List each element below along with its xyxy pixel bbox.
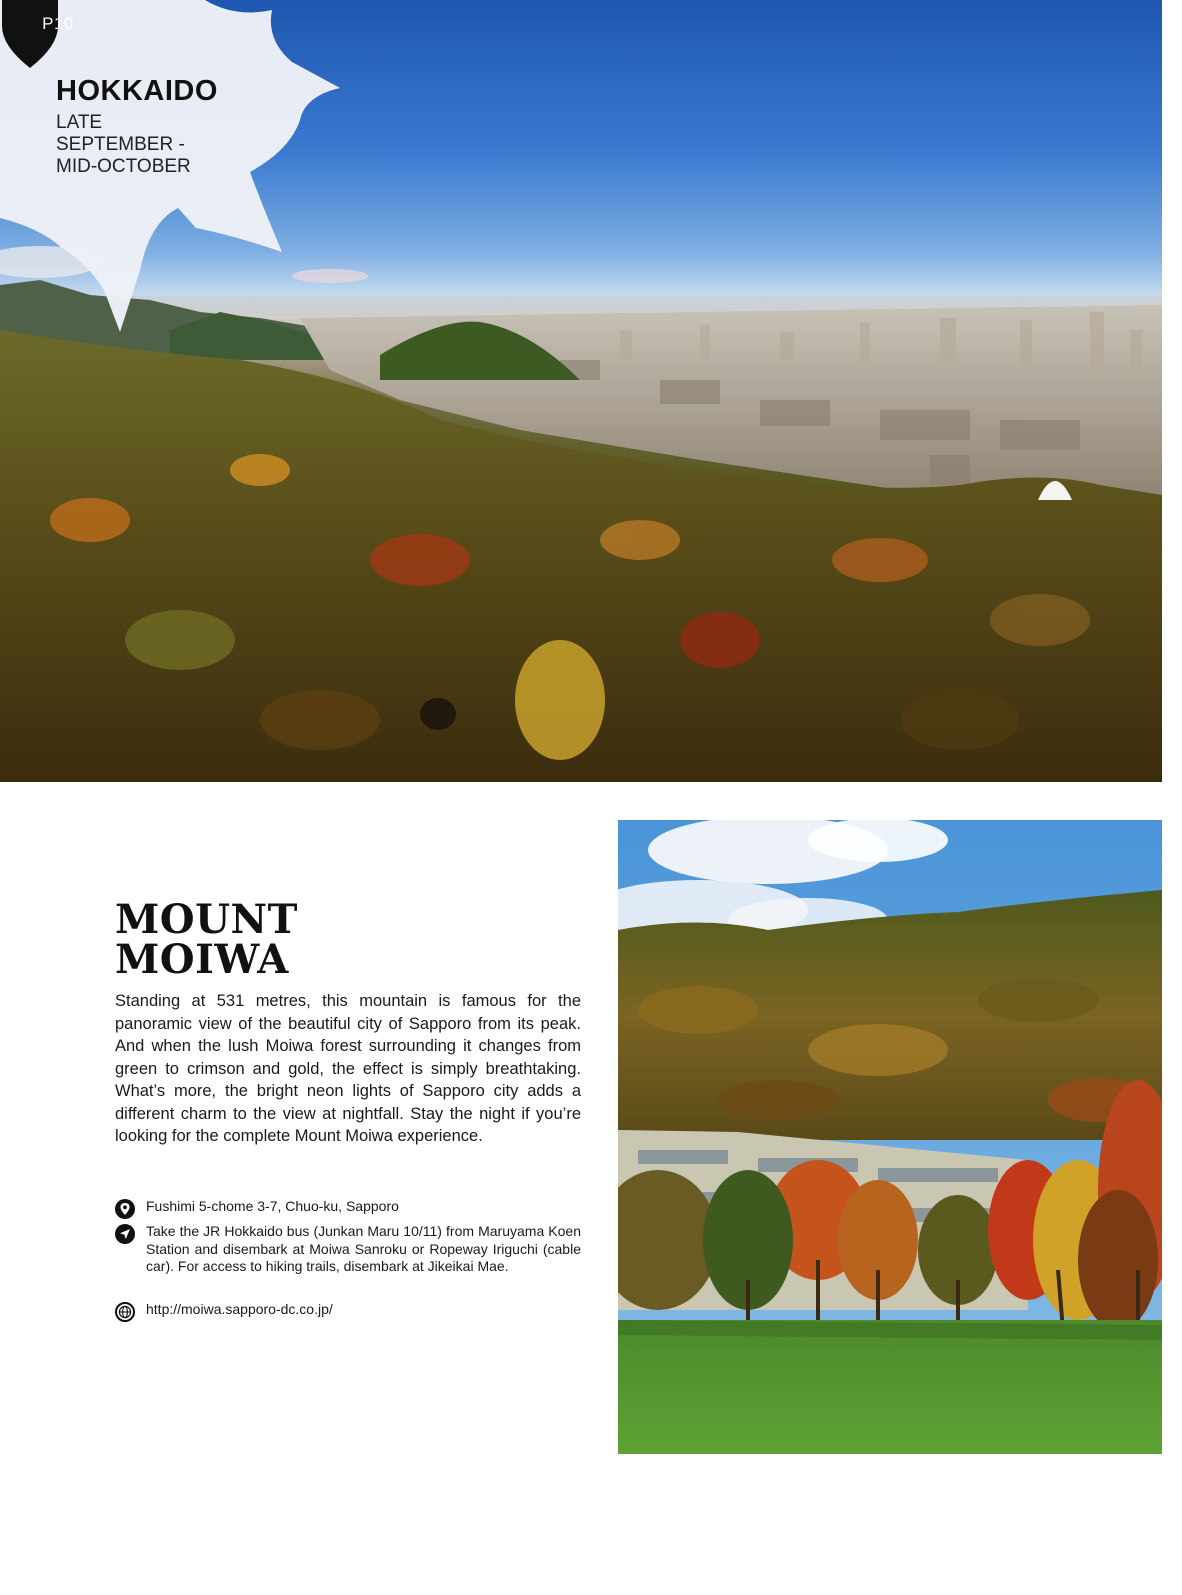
- season-line: SEPTEMBER -: [56, 134, 185, 155]
- access-row: [115, 1223, 581, 1276]
- access-text: Take the JR Hokkaido bus (Junkan Maru 10/11) from Maruyama Koen Station and disembark at Moiwa Sanroku or Ropeway Iriguchi (cable car). For access to hiking trails, disembark at Jikeikai Mae.: [146, 1223, 581, 1274]
- address-text: Fushimi 5-chome 3-7, Chuo-ku, Sapporo: [146, 1198, 399, 1214]
- location-pin-icon: [115, 1199, 135, 1219]
- season-period: [56, 112, 256, 178]
- place-title-line: MOUNT: [115, 896, 298, 943]
- season-line: LATE: [56, 112, 103, 133]
- season-line: MID-OCTOBER: [56, 156, 191, 177]
- website-link[interactable]: http://moiwa.sapporo-dc.co.jp/: [146, 1301, 333, 1317]
- address-row: [115, 1198, 581, 1219]
- place-description: Standing at 531 metres, this mountain is famous for the panoramic view of the beautiful city of Sapporo from its peak. And when the lush Moiwa forest surrounding it changes from green to crimson and gold, the effect is simply breathtaking. What’s more, the bright neon lights of Sapporo city adds a different charm to the view at nightfall. Stay the night if you’re looking for the complete Mount Moiwa experience.: [115, 992, 581, 1145]
- page-number: P10: [42, 14, 74, 33]
- mount-moiwa-photo: [618, 820, 1162, 1454]
- website-row: [115, 1301, 581, 1322]
- page-pin-icon: [0, 0, 60, 70]
- region-title: HOKKAIDO: [56, 75, 218, 107]
- hero-photo-sapporo-view: [0, 0, 1162, 782]
- navigation-arrow-icon: [115, 1224, 135, 1244]
- place-title: [115, 896, 298, 983]
- place-title-line: MOIWA: [115, 936, 289, 983]
- globe-icon: [115, 1302, 135, 1322]
- mount-moiwa-photo-illustration: [618, 820, 1162, 1454]
